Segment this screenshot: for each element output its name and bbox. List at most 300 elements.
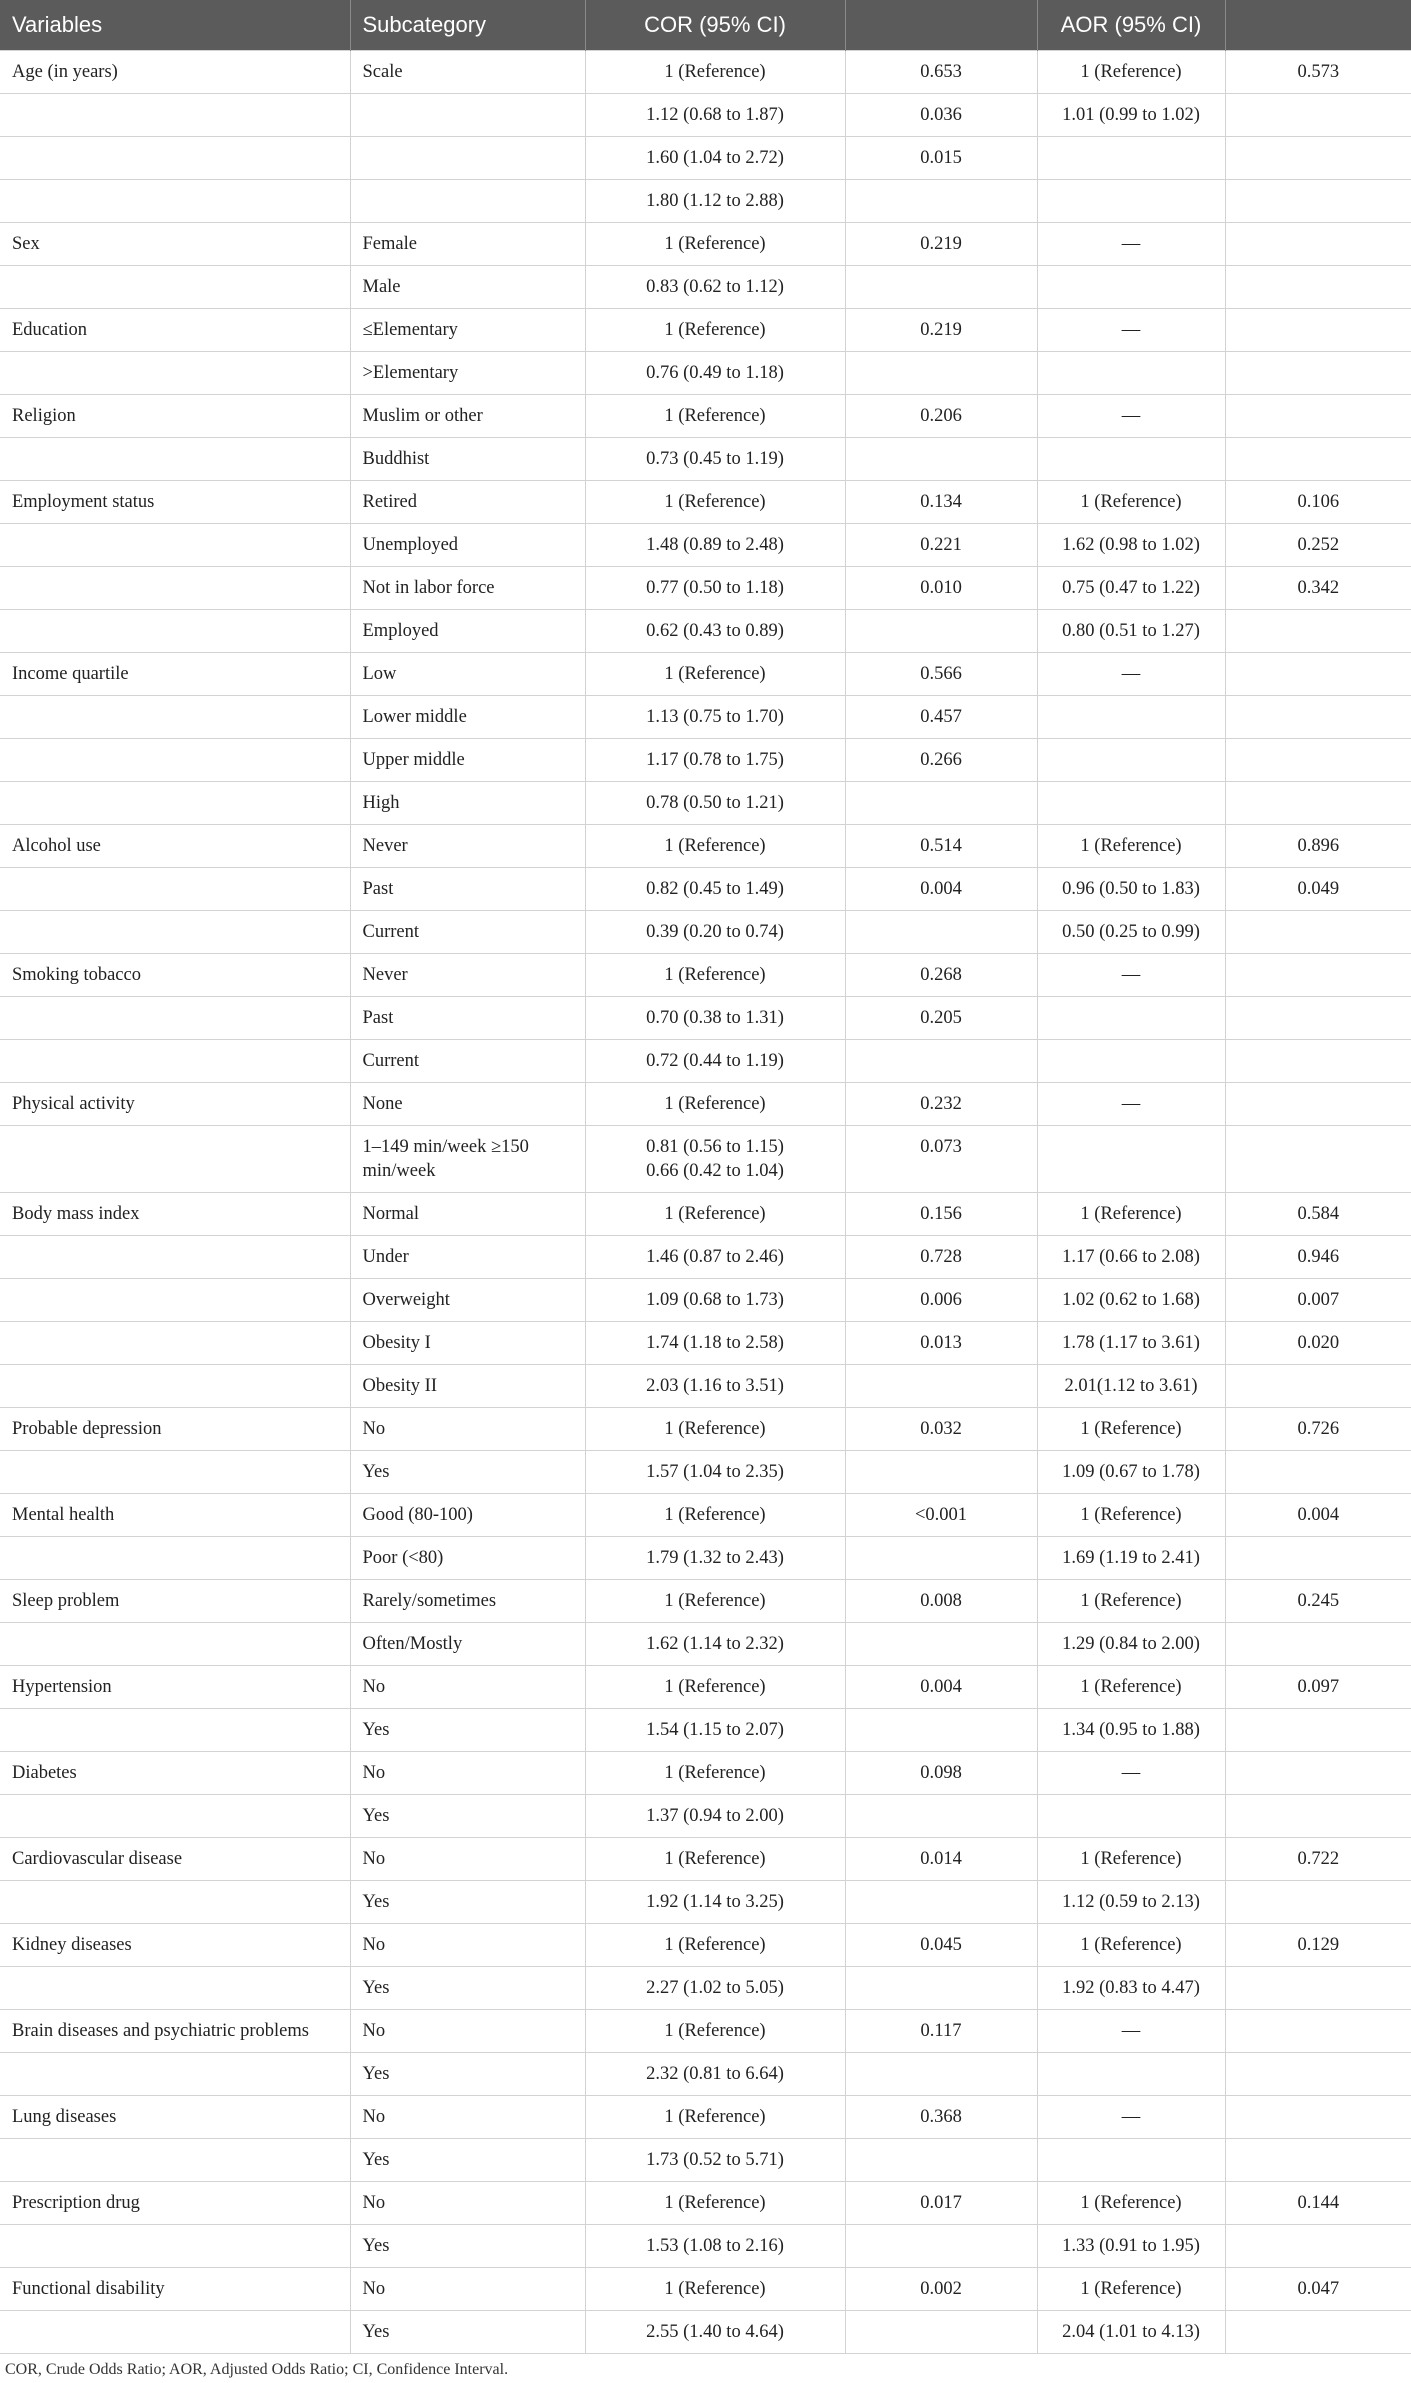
table-row [0, 2009, 1411, 2052]
cell-aor-p-value [1225, 652, 1411, 695]
cell-aor: 1.92 (0.83 to 4.47) [1037, 1966, 1225, 2009]
cell-cor-p-value: 0.566 [845, 652, 1037, 695]
cell-subcategory: Lower middle [350, 695, 585, 738]
table-row [0, 910, 1411, 953]
cell-aor-p-value [1225, 1622, 1411, 1665]
cell-aor: 0.75 (0.47 to 1.22) [1037, 566, 1225, 609]
cell-aor-p-value: 0.144 [1225, 2181, 1411, 2224]
cell-variable [0, 1278, 350, 1321]
cell-aor [1037, 179, 1225, 222]
cell-cor-p-value: 0.004 [845, 1665, 1037, 1708]
cell-aor-p-value: 0.007 [1225, 1278, 1411, 1321]
cell-cor-p-value: 0.098 [845, 1751, 1037, 1794]
cell-subcategory: Good (80-100) [350, 1493, 585, 1536]
cell-aor: 1.69 (1.19 to 2.41) [1037, 1536, 1225, 1579]
cell-cor: 1 (Reference) [585, 1579, 845, 1622]
cell-cor-p-value [845, 1536, 1037, 1579]
cell-variable [0, 351, 350, 394]
cell-cor-p-value: 0.219 [845, 222, 1037, 265]
cell-aor-p-value: 0.946 [1225, 1235, 1411, 1278]
cell-cor: 1 (Reference) [585, 1493, 845, 1536]
table-row [0, 1708, 1411, 1751]
cell-subcategory: Scale [350, 50, 585, 93]
cell-cor: 1 (Reference) [585, 1665, 845, 1708]
cell-aor: 1 (Reference) [1037, 2181, 1225, 2224]
cell-cor: 1 (Reference) [585, 1837, 845, 1880]
cell-variable: Probable depression [0, 1407, 350, 1450]
table-row [0, 566, 1411, 609]
cell-aor: 1 (Reference) [1037, 1192, 1225, 1235]
cell-aor [1037, 738, 1225, 781]
cell-aor [1037, 351, 1225, 394]
table-row [0, 1923, 1411, 1966]
cell-variable [0, 1794, 350, 1837]
table-row [0, 2181, 1411, 2224]
cell-cor: 2.03 (1.16 to 3.51) [585, 1364, 845, 1407]
cell-subcategory: Never [350, 824, 585, 867]
cell-cor-p-value [845, 1708, 1037, 1751]
cell-aor: 2.01(1.12 to 3.61) [1037, 1364, 1225, 1407]
cell-aor-p-value [1225, 1125, 1411, 1192]
cell-aor-p-value [1225, 2052, 1411, 2095]
cell-cor: 0.62 (0.43 to 0.89) [585, 609, 845, 652]
cell-aor: 1 (Reference) [1037, 1579, 1225, 1622]
cell-cor: 1 (Reference) [585, 1407, 845, 1450]
cell-cor-p-value [845, 1794, 1037, 1837]
cell-cor: 1 (Reference) [585, 1192, 845, 1235]
table-row [0, 1321, 1411, 1364]
cell-aor-p-value: 0.573 [1225, 50, 1411, 93]
table-row [0, 1278, 1411, 1321]
table-row [0, 1082, 1411, 1125]
cell-cor: 1 (Reference) [585, 824, 845, 867]
cell-aor-p-value: 0.245 [1225, 1579, 1411, 1622]
cell-aor-p-value [1225, 1364, 1411, 1407]
cell-aor [1037, 1794, 1225, 1837]
cell-cor-p-value: 0.006 [845, 1278, 1037, 1321]
cell-cor: 1.60 (1.04 to 2.72) [585, 136, 845, 179]
cell-subcategory: Female [350, 222, 585, 265]
cell-variable [0, 1966, 350, 2009]
cell-aor-p-value [1225, 2224, 1411, 2267]
cell-subcategory: Rarely/sometimes [350, 1579, 585, 1622]
table-row [0, 136, 1411, 179]
cell-variable: Alcohol use [0, 824, 350, 867]
cell-variable: Employment status [0, 480, 350, 523]
cell-aor: 1 (Reference) [1037, 1665, 1225, 1708]
cell-aor-p-value: 0.584 [1225, 1192, 1411, 1235]
cell-cor-p-value: 0.653 [845, 50, 1037, 93]
cell-variable: Smoking tobacco [0, 953, 350, 996]
cell-cor: 0.83 (0.62 to 1.12) [585, 265, 845, 308]
cell-aor-p-value: 0.342 [1225, 566, 1411, 609]
cell-aor-p-value: 0.020 [1225, 1321, 1411, 1364]
cell-aor [1037, 695, 1225, 738]
table-row [0, 394, 1411, 437]
cell-aor-p-value [1225, 1966, 1411, 2009]
cell-subcategory: No [350, 2009, 585, 2052]
cell-variable [0, 523, 350, 566]
cell-subcategory: Yes [350, 2052, 585, 2095]
cell-cor: 1.73 (0.52 to 5.71) [585, 2138, 845, 2181]
cell-aor-p-value [1225, 308, 1411, 351]
cell-cor: 2.32 (0.81 to 6.64) [585, 2052, 845, 2095]
cell-cor: 1.37 (0.94 to 2.00) [585, 1794, 845, 1837]
cell-cor-p-value: 0.008 [845, 1579, 1037, 1622]
cell-cor: 1 (Reference) [585, 652, 845, 695]
header-cor: COR (95% CI) [585, 0, 845, 50]
cell-subcategory: Obesity II [350, 1364, 585, 1407]
cell-cor: 1 (Reference) [585, 2267, 845, 2310]
cell-subcategory: Often/Mostly [350, 1622, 585, 1665]
cell-subcategory: Not in labor force [350, 566, 585, 609]
cell-cor: 1 (Reference) [585, 2181, 845, 2224]
cell-subcategory: Low [350, 652, 585, 695]
table-row [0, 695, 1411, 738]
table-row [0, 2224, 1411, 2267]
cell-cor: 1.13 (0.75 to 1.70) [585, 695, 845, 738]
cell-aor-p-value [1225, 996, 1411, 1039]
cell-cor: 1.53 (1.08 to 2.16) [585, 2224, 845, 2267]
cell-variable: Physical activity [0, 1082, 350, 1125]
cell-cor-p-value: 0.206 [845, 394, 1037, 437]
table-row [0, 2267, 1411, 2310]
cell-cor: 0.72 (0.44 to 1.19) [585, 1039, 845, 1082]
cell-aor-p-value [1225, 2138, 1411, 2181]
cell-subcategory: 1–149 min/week ≥150 min/week [350, 1125, 585, 1192]
cell-aor-p-value [1225, 2095, 1411, 2138]
cell-aor: 1.02 (0.62 to 1.68) [1037, 1278, 1225, 1321]
cell-aor-p-value [1225, 179, 1411, 222]
cell-variable [0, 2310, 350, 2353]
table-row [0, 2138, 1411, 2181]
header-subcategory: Subcategory [350, 0, 585, 50]
cell-cor-p-value [845, 265, 1037, 308]
cell-subcategory: No [350, 2267, 585, 2310]
cell-aor: 0.80 (0.51 to 1.27) [1037, 609, 1225, 652]
cell-aor: 1 (Reference) [1037, 1407, 1225, 1450]
cell-aor [1037, 437, 1225, 480]
cell-aor: 2.04 (1.01 to 4.13) [1037, 2310, 1225, 2353]
cell-cor: 1.62 (1.14 to 2.32) [585, 1622, 845, 1665]
table-header [0, 0, 1411, 50]
cell-subcategory: Yes [350, 1880, 585, 1923]
cell-cor-p-value: 0.015 [845, 136, 1037, 179]
cell-cor-p-value [845, 437, 1037, 480]
cell-variable: Sex [0, 222, 350, 265]
cell-aor [1037, 1125, 1225, 1192]
cell-variable [0, 996, 350, 1039]
cell-aor [1037, 1039, 1225, 1082]
cell-subcategory: Yes [350, 2138, 585, 2181]
cell-aor-p-value [1225, 695, 1411, 738]
cell-aor: 1.09 (0.67 to 1.78) [1037, 1450, 1225, 1493]
cell-cor-p-value [845, 2224, 1037, 2267]
cell-cor-p-value [845, 1364, 1037, 1407]
cell-cor-p-value [845, 2052, 1037, 2095]
header-aor: AOR (95% CI) [1037, 0, 1225, 50]
table-row [0, 996, 1411, 1039]
cell-cor-p-value: 0.268 [845, 953, 1037, 996]
table-footnote: COR, Crude Odds Ratio; AOR, Adjusted Odds Ratio; CI, Confidence Interval. [5, 2360, 509, 2378]
table-row [0, 953, 1411, 996]
cell-variable: Diabetes [0, 1751, 350, 1794]
cell-aor-p-value: 0.097 [1225, 1665, 1411, 1708]
header-variables: Variables [0, 0, 350, 50]
cell-cor-p-value: 0.728 [845, 1235, 1037, 1278]
cell-cor-p-value [845, 1622, 1037, 1665]
cell-aor: 1.01 (0.99 to 1.02) [1037, 93, 1225, 136]
table-row [0, 222, 1411, 265]
header-aor-p [1225, 0, 1411, 50]
cell-variable [0, 2138, 350, 2181]
cell-aor: 1.17 (0.66 to 2.08) [1037, 1235, 1225, 1278]
cell-subcategory: Past [350, 867, 585, 910]
cell-cor: 2.27 (1.02 to 5.05) [585, 1966, 845, 2009]
table-row [0, 1407, 1411, 1450]
cell-aor: — [1037, 652, 1225, 695]
table-row [0, 308, 1411, 351]
cell-cor-p-value: 0.117 [845, 2009, 1037, 2052]
cell-variable: Education [0, 308, 350, 351]
cell-aor: 1.33 (0.91 to 1.95) [1037, 2224, 1225, 2267]
cell-cor: 1.17 (0.78 to 1.75) [585, 738, 845, 781]
cell-aor-p-value [1225, 953, 1411, 996]
cell-aor: 1 (Reference) [1037, 1837, 1225, 1880]
cell-cor-p-value: 0.514 [845, 824, 1037, 867]
cell-cor: 1 (Reference) [585, 394, 845, 437]
table-row [0, 1235, 1411, 1278]
cell-aor-p-value [1225, 609, 1411, 652]
cell-cor-p-value: 0.457 [845, 695, 1037, 738]
cell-aor-p-value [1225, 136, 1411, 179]
cell-aor: 1.62 (0.98 to 1.02) [1037, 523, 1225, 566]
table-row [0, 1880, 1411, 1923]
cell-cor-p-value: 0.232 [845, 1082, 1037, 1125]
cell-subcategory: No [350, 2095, 585, 2138]
table-row [0, 1450, 1411, 1493]
cell-cor: 1.12 (0.68 to 1.87) [585, 93, 845, 136]
cell-cor-p-value [845, 179, 1037, 222]
cell-cor-p-value [845, 351, 1037, 394]
table-row [0, 480, 1411, 523]
cell-aor-p-value: 0.129 [1225, 1923, 1411, 1966]
cell-aor: 1.78 (1.17 to 3.61) [1037, 1321, 1225, 1364]
cell-subcategory: Yes [350, 2224, 585, 2267]
cell-variable [0, 1039, 350, 1082]
cell-cor-p-value [845, 781, 1037, 824]
cell-cor: 1 (Reference) [585, 953, 845, 996]
cell-aor: 1.34 (0.95 to 1.88) [1037, 1708, 1225, 1751]
cell-variable [0, 1622, 350, 1665]
table-row [0, 1192, 1411, 1235]
cell-aor-p-value [1225, 1082, 1411, 1125]
cell-cor-p-value [845, 1450, 1037, 1493]
cell-aor: 1.29 (0.84 to 2.00) [1037, 1622, 1225, 1665]
cell-subcategory: Yes [350, 1450, 585, 1493]
table-row [0, 1536, 1411, 1579]
cell-subcategory: Never [350, 953, 585, 996]
cell-subcategory: >Elementary [350, 351, 585, 394]
cell-aor-p-value [1225, 910, 1411, 953]
cell-variable: Cardiovascular disease [0, 1837, 350, 1880]
cell-cor-p-value: 0.017 [845, 2181, 1037, 2224]
cell-cor-p-value: 0.013 [845, 1321, 1037, 1364]
cell-variable [0, 2224, 350, 2267]
cell-variable: Age (in years) [0, 50, 350, 93]
cell-aor: — [1037, 2095, 1225, 2138]
table-row [0, 2052, 1411, 2095]
cell-cor-p-value [845, 1880, 1037, 1923]
cell-cor: 0.39 (0.20 to 0.74) [585, 910, 845, 953]
cell-cor-p-value: 0.036 [845, 93, 1037, 136]
cell-cor: 1 (Reference) [585, 222, 845, 265]
table-row [0, 781, 1411, 824]
cell-aor: — [1037, 953, 1225, 996]
cell-aor: 1 (Reference) [1037, 480, 1225, 523]
cell-cor-p-value: 0.266 [845, 738, 1037, 781]
table-row [0, 1364, 1411, 1407]
cell-variable [0, 1235, 350, 1278]
cell-cor-p-value: 0.004 [845, 867, 1037, 910]
cell-subcategory: Retired [350, 480, 585, 523]
table-row [0, 738, 1411, 781]
cell-aor: 0.50 (0.25 to 0.99) [1037, 910, 1225, 953]
cell-variable [0, 867, 350, 910]
cell-variable [0, 609, 350, 652]
cell-subcategory: Under [350, 1235, 585, 1278]
table-row [0, 351, 1411, 394]
cell-variable: Lung diseases [0, 2095, 350, 2138]
table-row [0, 824, 1411, 867]
cell-aor-p-value [1225, 1880, 1411, 1923]
table-row [0, 1493, 1411, 1536]
cell-aor-p-value [1225, 222, 1411, 265]
cell-aor: — [1037, 308, 1225, 351]
cell-subcategory: None [350, 1082, 585, 1125]
cell-subcategory: Yes [350, 2310, 585, 2353]
cell-cor: 0.82 (0.45 to 1.49) [585, 867, 845, 910]
table-row [0, 1125, 1411, 1192]
table-row [0, 609, 1411, 652]
cell-subcategory: Buddhist [350, 437, 585, 480]
cell-aor-p-value: 0.049 [1225, 867, 1411, 910]
cell-variable: Income quartile [0, 652, 350, 695]
cell-subcategory: Past [350, 996, 585, 1039]
cell-cor-p-value: 0.002 [845, 2267, 1037, 2310]
cell-variable [0, 2052, 350, 2095]
cell-subcategory: No [350, 1407, 585, 1450]
cell-cor-p-value: 0.368 [845, 2095, 1037, 2138]
table-row [0, 1794, 1411, 1837]
cell-cor-p-value: 0.219 [845, 308, 1037, 351]
cell-cor-p-value: 0.032 [845, 1407, 1037, 1450]
cell-cor: 1.79 (1.32 to 2.43) [585, 1536, 845, 1579]
cell-cor-p-value [845, 2310, 1037, 2353]
table-row [0, 867, 1411, 910]
cell-aor: 1 (Reference) [1037, 824, 1225, 867]
cell-cor-p-value: 0.010 [845, 566, 1037, 609]
cell-cor: 1.54 (1.15 to 2.07) [585, 1708, 845, 1751]
cell-aor-p-value [1225, 1039, 1411, 1082]
cell-aor-p-value [1225, 1751, 1411, 1794]
cell-subcategory: Employed [350, 609, 585, 652]
cell-aor-p-value: 0.896 [1225, 824, 1411, 867]
cell-aor [1037, 136, 1225, 179]
cell-subcategory [350, 93, 585, 136]
cell-cor-p-value: 0.045 [845, 1923, 1037, 1966]
cell-aor-p-value: 0.047 [1225, 2267, 1411, 2310]
cell-variable [0, 695, 350, 738]
cell-aor: 1 (Reference) [1037, 2267, 1225, 2310]
cell-aor-p-value [1225, 1708, 1411, 1751]
table-row [0, 1039, 1411, 1082]
cell-cor: 0.81 (0.56 to 1.15) 0.66 (0.42 to 1.04) [585, 1125, 845, 1192]
cell-subcategory: No [350, 1665, 585, 1708]
cell-aor: — [1037, 394, 1225, 437]
cell-subcategory: Obesity I [350, 1321, 585, 1364]
cell-cor: 1.48 (0.89 to 2.48) [585, 523, 845, 566]
cell-cor: 1 (Reference) [585, 308, 845, 351]
table-row [0, 1966, 1411, 2009]
cell-aor: — [1037, 1751, 1225, 1794]
cell-variable: Prescription drug [0, 2181, 350, 2224]
cell-aor [1037, 2138, 1225, 2181]
table-row [0, 2310, 1411, 2353]
cell-aor: 1.12 (0.59 to 2.13) [1037, 1880, 1225, 1923]
cell-aor: 1 (Reference) [1037, 1493, 1225, 1536]
cell-variable: Mental health [0, 1493, 350, 1536]
cell-variable [0, 179, 350, 222]
cell-subcategory [350, 136, 585, 179]
table-row [0, 1665, 1411, 1708]
cell-subcategory: Yes [350, 1708, 585, 1751]
cell-variable [0, 910, 350, 953]
cell-aor-p-value [1225, 738, 1411, 781]
cell-aor-p-value: 0.252 [1225, 523, 1411, 566]
cell-cor: 1.57 (1.04 to 2.35) [585, 1450, 845, 1493]
cell-variable: Functional disability [0, 2267, 350, 2310]
cell-subcategory: Poor (<80) [350, 1536, 585, 1579]
cell-subcategory: No [350, 1923, 585, 1966]
cell-subcategory: High [350, 781, 585, 824]
cell-aor-p-value [1225, 1450, 1411, 1493]
cell-variable [0, 1708, 350, 1751]
cell-cor: 1.80 (1.12 to 2.88) [585, 179, 845, 222]
cell-aor-p-value [1225, 93, 1411, 136]
cell-cor: 1 (Reference) [585, 1923, 845, 1966]
cell-aor [1037, 265, 1225, 308]
cell-cor: 0.77 (0.50 to 1.18) [585, 566, 845, 609]
cell-cor: 1.92 (1.14 to 3.25) [585, 1880, 845, 1923]
cell-aor: 1 (Reference) [1037, 1923, 1225, 1966]
table-row [0, 265, 1411, 308]
cell-cor: 0.70 (0.38 to 1.31) [585, 996, 845, 1039]
cell-cor-p-value [845, 1039, 1037, 1082]
cell-cor-p-value: 0.156 [845, 1192, 1037, 1235]
table-row [0, 523, 1411, 566]
cell-cor: 1 (Reference) [585, 2009, 845, 2052]
cell-cor-p-value: 0.014 [845, 1837, 1037, 1880]
cell-variable [0, 1364, 350, 1407]
cell-aor-p-value: 0.726 [1225, 1407, 1411, 1450]
cell-aor-p-value: 0.004 [1225, 1493, 1411, 1536]
cell-cor: 0.73 (0.45 to 1.19) [585, 437, 845, 480]
cell-subcategory: Yes [350, 1794, 585, 1837]
cell-cor: 1.46 (0.87 to 2.46) [585, 1235, 845, 1278]
cell-cor-p-value [845, 910, 1037, 953]
cell-subcategory: Muslim or other [350, 394, 585, 437]
